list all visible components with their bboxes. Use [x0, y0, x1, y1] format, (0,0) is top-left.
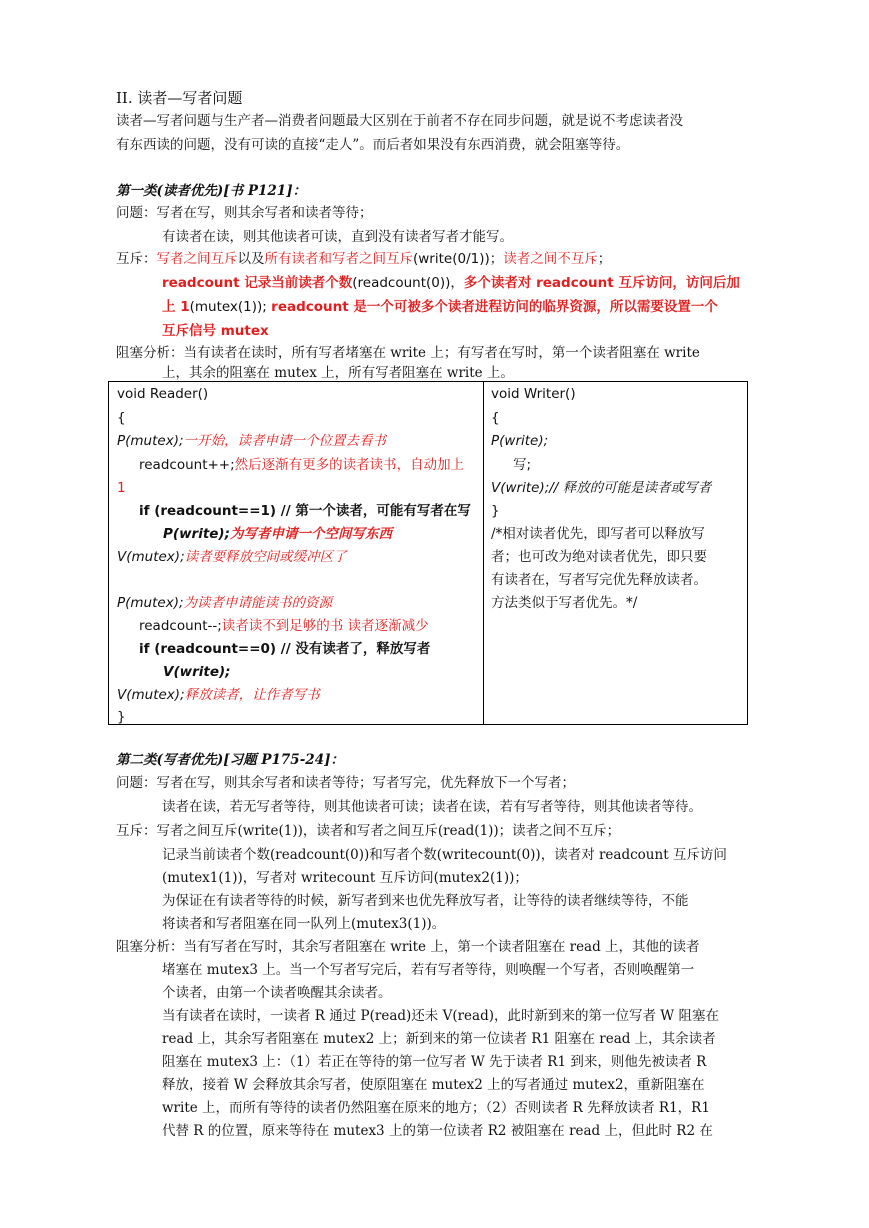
mutex-red-3: 读者之间不互斥 [503, 251, 598, 267]
code-line [163, 524, 392, 544]
code-comment: 释放读者，让作者写书 [184, 687, 320, 703]
code-line: V(write);// 释放的可能是读者或写者 [491, 480, 712, 496]
code-text: readcount++; [139, 457, 235, 473]
sec1-heading: 第一类(读者优先)[书 P121]： [116, 183, 307, 199]
mutex-text-3: ； [597, 251, 612, 267]
sec2-block-4: 当有读者在读时，一读者 R 通过 P(read)还未 V(read)，此时新到来的第一位写者 W 阻塞在 [162, 1008, 719, 1024]
code-comment: 为读者申请能读书的资源 [183, 595, 333, 611]
sec2-mutex-2: 记录当前读者个数(readcount(0))和写者个数(writecount(0))，读者对 readcount 互斥访问 [162, 847, 727, 863]
sec2-block-1: 阻塞分析：当有写者在写时，其余写者阻塞在 write 上，第一个读者阻塞在 read 上，其他的读者 [116, 939, 700, 955]
readcount2-text-b: (mutex(1)); [189, 299, 272, 315]
code-line: 写; [513, 457, 532, 473]
code-text: readcount--; [139, 618, 222, 634]
mutex-red-1: 写者之间互斥 [156, 251, 238, 267]
sec1-readcount-line-3: 互斥信号 mutex [162, 323, 269, 339]
code-text: V(mutex); [117, 549, 185, 565]
sec1-readcount-line-1 [162, 273, 740, 293]
sec1-problem-2: 有读者在读，则其他读者可读，直到没有读者写者才能写。 [162, 229, 513, 245]
code-line: { [117, 410, 126, 426]
intro-line-1: 读者—写者问题与生产者—消费者问题最大区别在于前者不存在同步问题，就是说不考虑读者没 [116, 113, 683, 129]
code-text: P(mutex); [117, 595, 184, 611]
code-line [117, 431, 386, 451]
code-text: V(mutex); [117, 687, 185, 703]
section-title: II. 读者—写者问题 [116, 89, 243, 107]
code-comment-line: 有读者在，写者写完优先释放读者。 [491, 572, 707, 588]
sec1-mutex-line [116, 249, 611, 269]
sec1-readcount-line-2 [162, 297, 718, 317]
code-table [108, 381, 748, 725]
code-text: P(write); [163, 526, 230, 542]
code-line: } [117, 709, 126, 725]
sec1-problem-1: 问题：写者在写，则其余写者和读者等待； [116, 205, 373, 221]
readcount2-red-a: 上 1 [162, 299, 190, 315]
sec2-problem-2: 读者在读，若无写者等待，则其他读者可读；读者在读，若有写者等待，则其他读者等待。 [162, 799, 702, 815]
code-line: 1 [117, 480, 126, 496]
code-line: V(write); [163, 664, 231, 680]
code-line [117, 685, 320, 705]
sec2-block-7: 释放，接着 W 会释放其余写者，使原阻塞在 mutex2 上的写者通过 mutex2，重新阻塞在 [162, 1077, 705, 1093]
sec1-block-2: 上，其余的阻塞在 mutex 上，所有写者阻塞在 write 上。 [162, 365, 514, 381]
code-text: P(mutex); [117, 433, 184, 449]
code-line [139, 616, 429, 636]
code-line: if (readcount==1) // 第一个读者，可能有写者在写 [139, 503, 471, 519]
mutex-red-2: 所有读者和写者之间互斥 [264, 251, 413, 267]
sec2-heading: 第二类(写者优先)[习题 P175-24]： [116, 752, 344, 768]
sec2-block-3: 个读者，由第一个读者唤醒其余读者。 [162, 985, 392, 1001]
sec1-block-1: 阻塞分析：当有读者在读时，所有写者堵塞在 write 上；有写者在写时，第一个读者阻塞在 write [116, 345, 700, 361]
code-line: P(write); [491, 433, 549, 449]
sec2-block-2: 堵塞在 mutex3 上。当一个写者写完后，若有写者等待，则唤醒一个写者，否则唤醒第一 [162, 962, 695, 978]
readcount-red-a: readcount 记录当前读者个数 [162, 275, 353, 291]
readcount2-red-c: readcount 是一个可被多个读者进程访问的临界资源，所以需要设置一个 [271, 299, 718, 315]
sec2-block-9: 代替 R 的位置，原来等待在 mutex3 上的第一位读者 R2 被阻塞在 read 上，但此时 R2 在 [162, 1123, 713, 1139]
code-line: void Reader() [117, 386, 209, 402]
sec2-mutex-3: (mutex1(1))，写者对 writecount 互斥访问(mutex2(1))； [162, 870, 528, 886]
mutex-text-2: (write(0/1))； [413, 251, 504, 267]
mutex-label: 互斥： [116, 251, 157, 267]
code-comment-line: 方法类似于写者优先。*/ [491, 595, 638, 611]
code-comment: 一开始，读者申请一个位置去看书 [183, 433, 387, 449]
code-comment: 读者要释放空间或缓冲区了 [184, 549, 347, 565]
sec2-problem-1: 问题：写者在写，则其余写者和读者等待；写者写完，优先释放下一个写者； [116, 775, 575, 791]
sec2-mutex-5: 将读者和写者阻塞在同一队列上(mutex3(1))。 [162, 916, 446, 932]
sec2-mutex-4: 为保证在有读者等待的时候，新写者到来也优先释放写者，让等待的读者继续等待，不能 [162, 893, 689, 909]
readcount-red-c: 多个读者对 readcount 互斥访问，访问后加 [463, 275, 740, 291]
code-comment-line: /*相对读者优先，即写者可以释放写 [491, 526, 705, 542]
code-line: void Writer() [491, 386, 576, 402]
intro-line-2: 有东西读的问题，没有可读的直接“走人”。而后者如果没有东西消费，就会阻塞等待。 [116, 137, 630, 153]
code-line: } [491, 503, 500, 519]
code-line: { [491, 410, 500, 426]
mutex-text-1: 以及 [237, 251, 265, 267]
readcount-text-b: (readcount(0))， [352, 275, 464, 291]
code-comment: 为写者申请一个空间写东西 [230, 526, 392, 542]
code-comment: 读者读不到足够的书 读者逐渐减少 [221, 618, 429, 634]
code-line [117, 547, 347, 567]
code-comment: 然后逐渐有更多的读者读书，自动加上 [234, 457, 465, 473]
sec2-block-8: write 上，而所有等待的读者仍然阻塞在原来的地方；（2）否则读者 R 先释放读者 R1，R1 [162, 1100, 710, 1116]
code-line: if (readcount==0) // 没有读者了，释放写者 [139, 641, 431, 657]
sec2-mutex-1: 互斥：写者之间互斥(write(1))，读者和写者之间互斥(read(1))；读者之间不互斥； [116, 823, 621, 839]
sec2-block-6: 阻塞在 mutex3 上：（1）若正在等待的第一位写者 W 先于读者 R1 到来，则他先被读者 R [162, 1054, 707, 1070]
sec2-block-5: read 上，其余写者阻塞在 mutex2 上；新到来的第一位读者 R1 阻塞在 read 上，其余读者 [162, 1031, 716, 1047]
code-divider [483, 382, 484, 724]
code-line [117, 593, 332, 613]
code-line [139, 455, 464, 475]
code-comment-line: 者；也可改为绝对读者优先，即只要 [491, 549, 707, 565]
